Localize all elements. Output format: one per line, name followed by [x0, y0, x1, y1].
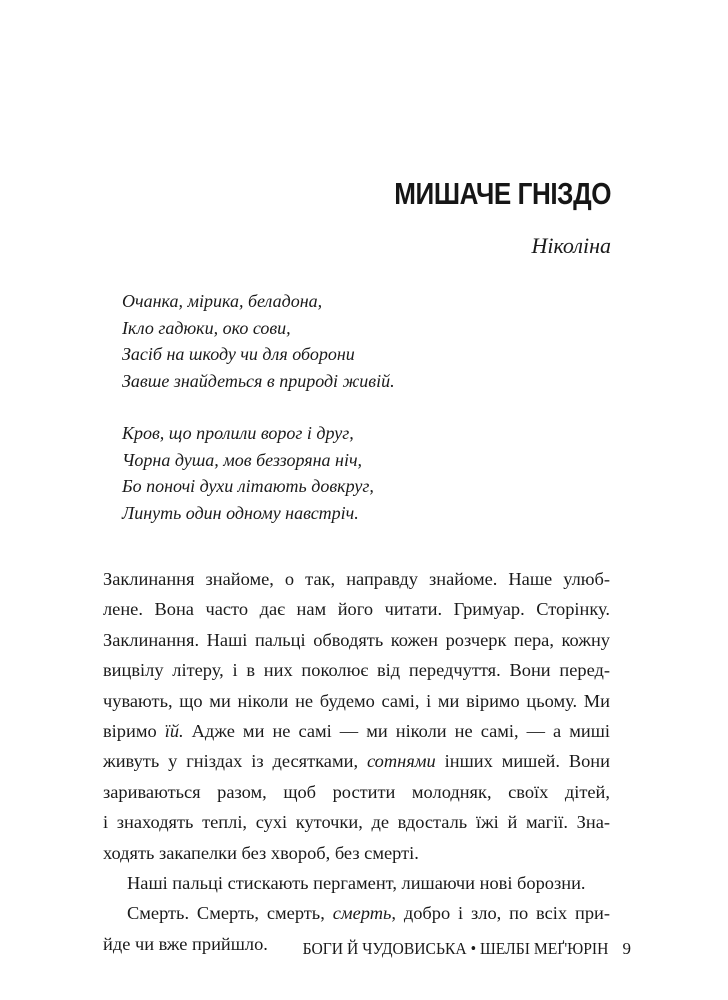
text-line: йде чи вже прийшло. [103, 933, 268, 954]
chapter-title: МИШАЧЕ ГНІЗДО [394, 176, 611, 211]
poem-line: Бо поночі духи літають довкруг, [122, 476, 374, 496]
text-segment: добро і зло, по всіх при- [395, 903, 610, 924]
text-line [103, 898, 610, 928]
text-segment: Смерть. Смерть, смерть, [127, 903, 333, 924]
text-segment: живуть у гніздах із десятками, [103, 751, 367, 772]
poem-line: Завше знайдеться в природі живій. [122, 370, 395, 391]
chapter-subtitle: Ніколіна [531, 233, 611, 258]
body-text [103, 564, 610, 959]
epigraph-poem [122, 288, 395, 526]
text-line: вицвілу літеру, і в них поколює від передчуття. Вони перед- [103, 660, 610, 681]
running-title: БОГИ Й ЧУДОВИСЬКА • ШЕЛБІ МЕҐ'ЮРІН [302, 939, 609, 958]
text-line: Заклинання знайоме, о так, направду знайоме. Наше улюб- [103, 569, 610, 589]
text-line: зариваються разом, щоб ростити молодняк, своїх дітей, [103, 781, 610, 802]
poem-stanza [122, 288, 395, 394]
poem-line: Ікло гадюки, око сови, [122, 317, 291, 338]
text-line [103, 716, 610, 746]
text-line: Наші пальці стискають пергамент, лишаючи нові борозни. [127, 873, 586, 894]
poem-line: Очанка, мірика, беладона, [122, 291, 323, 311]
page-number: 9 [622, 939, 631, 958]
text-line: лене. Вона часто дає нам його читати. Гримуар. Сторінку. [103, 599, 610, 620]
text-line: чувають, що ми ніколи не будемо самі, і ми віримо цьому. Ми [103, 690, 610, 711]
text-line: Заклинання. Наші пальці обводять кожен розчерк пера, кожну [103, 629, 610, 650]
poem-line: Кров, що пролили ворог і друг, [122, 423, 354, 443]
poem-line: Засіб на шкоду чи для оборони [122, 344, 355, 364]
emphasis-text: їй. [164, 721, 184, 742]
text-line: і знаходять теплі, сухі куточки, де вдосталь їжі й магії. Зна- [103, 812, 610, 833]
text-line: ходять закапелки без хвороб, без смерті. [103, 842, 419, 863]
poem-line: Линуть один одному навстріч. [122, 502, 359, 523]
text-line [103, 746, 610, 776]
page-footer [276, 939, 631, 959]
poem-line: Чорна душа, мов беззоряна ніч, [122, 449, 363, 470]
poem-stanza [122, 420, 395, 526]
emphasis-text: смерть, [332, 903, 396, 924]
text-segment: віримо [103, 721, 165, 742]
emphasis-text: сотнями [366, 751, 436, 772]
text-segment: Адже ми не самі — ми ніколи не самі, — а миші [183, 721, 611, 742]
text-segment: інших мишей. Вони [435, 751, 610, 772]
